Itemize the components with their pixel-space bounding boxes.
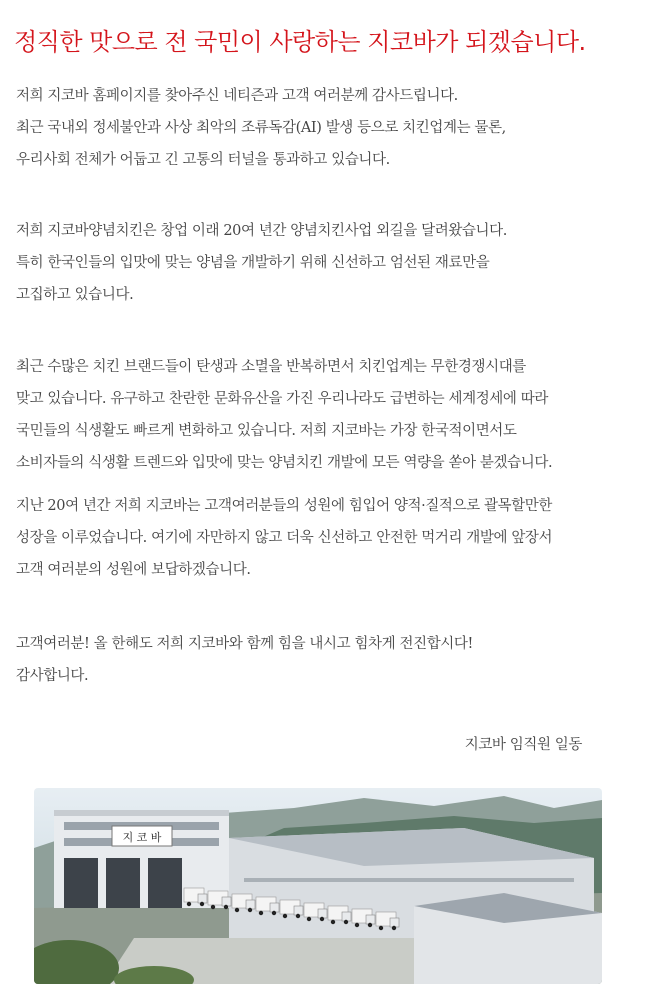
page-headline: 정직한 맛으로 전 국민이 사랑하는 지코바가 되겠습니다. [14,28,586,56]
text-line: 소비자들의 식생활 트렌드와 입맛에 맞는 양념치킨 개발에 모든 역량을 쏟아 붇겠습니다. [16,455,553,471]
text-line: 우리사회 전체가 어둡고 긴 고통의 터널을 통과하고 있습니다. [16,152,390,168]
text-line: 저희 지코바 홈페이지를 찾아주신 네티즌과 고객 여러분께 감사드립니다. [16,88,458,104]
garage-door [106,858,140,908]
text-line: 맞고 있습니다. 유구하고 찬란한 문화유산을 가진 우리나라도 급변하는 세계정세에 따라 [16,391,548,407]
greeting-paragraph [16,80,638,176]
text-line: 지난 20여 년간 저희 지코바는 고객여러분들의 성원에 힘입어 양적·질적으로 괄목할만한 [16,498,552,514]
factory-stripe [244,878,574,882]
text-line: 최근 수많은 치킨 브랜드들이 탄생과 소멸을 반복하면서 치킨업계는 무한경쟁시대를 [16,359,526,375]
text-line: 고집하고 있습니다. [16,287,134,303]
garage-door [148,858,182,908]
office-roofline [54,810,229,816]
text-line: 저희 지코바양념치킨은 창업 이래 20여 년간 양념치킨사업 외길을 달려왔습니다. [16,223,507,239]
market-paragraph [16,351,638,479]
text-line: 국민들의 식생활도 빠르게 변화하고 있습니다. 저희 지코바는 가장 한국적이면서도 [16,423,517,439]
text-line: 성장을 이루었습니다. 여기에 자만하지 않고 더욱 신선하고 안전한 먹거리 개발에 앞장서 [16,530,553,546]
signature: 지코바 임직원 일동 [464,737,582,753]
text-line: 고객여러분! 올 한해도 저희 지코바와 함께 힘을 내시고 힘차게 전진합시다! [16,636,473,652]
company-sign-text: 지 코 바 [122,831,162,844]
factory-illustration [34,788,602,984]
closing-paragraph [16,628,638,692]
garage-door [64,858,98,908]
text-line: 최근 국내외 정세불안과 사상 최악의 조류독감(AI) 발생 등으로 치킨업계는 물론, [16,120,506,136]
text-line: 특히 한국인들의 입맛에 맞는 양념을 개발하기 위해 신선하고 엄선된 재료만을 [16,255,490,271]
text-line: 고객 여러분의 성원에 보답하겠습니다. [16,562,251,578]
text-line: 감사합니다. [16,668,89,684]
growth-paragraph [16,490,638,586]
history-paragraph [16,215,638,311]
factory-photo [34,788,602,984]
